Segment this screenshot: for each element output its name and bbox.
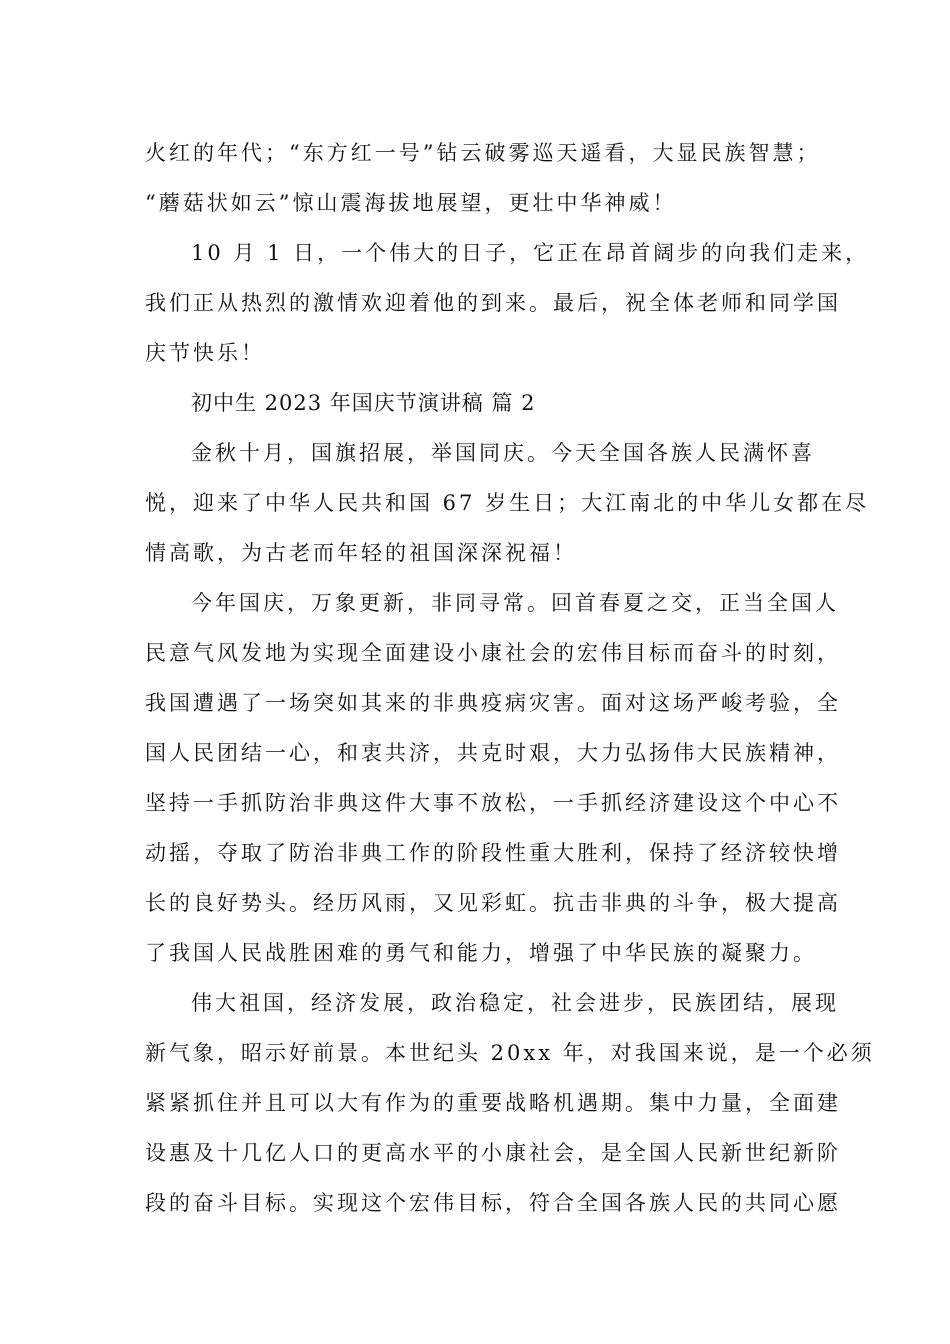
paragraph-start-line: 10 月 1 日，一个伟大的日子，它正在昂首阔步的向我们走来，: [191, 241, 870, 265]
text-line: 长的良好势头。经历风雨，又见彩虹。抗击非典的斗争，极大提高: [145, 891, 841, 915]
text-line: 紧紧抓住并且可以大有作为的重要战略机遇期。集中力量，全面建: [145, 1091, 841, 1115]
text-line: 情高歌，为古老而年轻的祖国深深祝福！: [145, 541, 577, 565]
text-line: 段的奋斗目标。实现这个宏伟目标，符合全国各族人民的共同心愿: [145, 1191, 841, 1215]
text-line: 坚持一手抓防治非典这件大事不放松，一手抓经济建设这个中心不: [145, 791, 841, 815]
document-body: [145, 128, 875, 1228]
paragraph-start-line: 金秋十月，国旗招展，举国同庆。今天全国各族人民满怀喜: [191, 441, 815, 465]
text-line: 我国遭遇了一场突如其来的非典疫病灾害。面对这场严峻考验，全: [145, 691, 841, 715]
text-line: 悦，迎来了中华人民共和国 67 岁生日；大江南北的中华儿女都在尽: [145, 491, 870, 515]
section-heading: 初中生 2023 年国庆节演讲稿 篇 2: [191, 391, 536, 415]
text-line: 设惠及十几亿人口的更高水平的小康社会，是全国人民新世纪新阶: [145, 1141, 841, 1165]
paragraph-start-line: 今年国庆，万象更新，非同寻常。回首春夏之交，正当全国人: [191, 591, 839, 615]
paragraph-start-line: 伟大祖国，经济发展，政治稳定，社会进步，民族团结，展现: [191, 991, 839, 1015]
text-line: 民意气风发地为实现全面建设小康社会的宏伟目标而奋斗的时刻，: [145, 641, 841, 665]
text-line: 了我国人民战胜困难的勇气和能力，增强了中华民族的凝聚力。: [145, 941, 817, 965]
text-line: “蘑菇状如云”惊山震海拔地展望，更壮中华神威！: [145, 191, 677, 215]
text-line: 庆节快乐！: [145, 341, 265, 365]
text-line: 火红的年代；“东方红一号”钻云破雾巡天遥看，大显民族智慧；: [145, 141, 821, 165]
text-line: 动摇，夺取了防治非典工作的阶段性重大胜利，保持了经济较快增: [145, 841, 841, 865]
text-line: 我们正从热烈的激情欢迎着他的到来。最后，祝全体老师和同学国: [145, 291, 841, 315]
text-line: 国人民团结一心，和衷共济，共克时艰，大力弘扬伟大民族精神，: [145, 741, 841, 765]
text-line: 新气象，昭示好前景。本世纪头 20xx 年，对我国来说，是一个必须: [145, 1041, 875, 1065]
